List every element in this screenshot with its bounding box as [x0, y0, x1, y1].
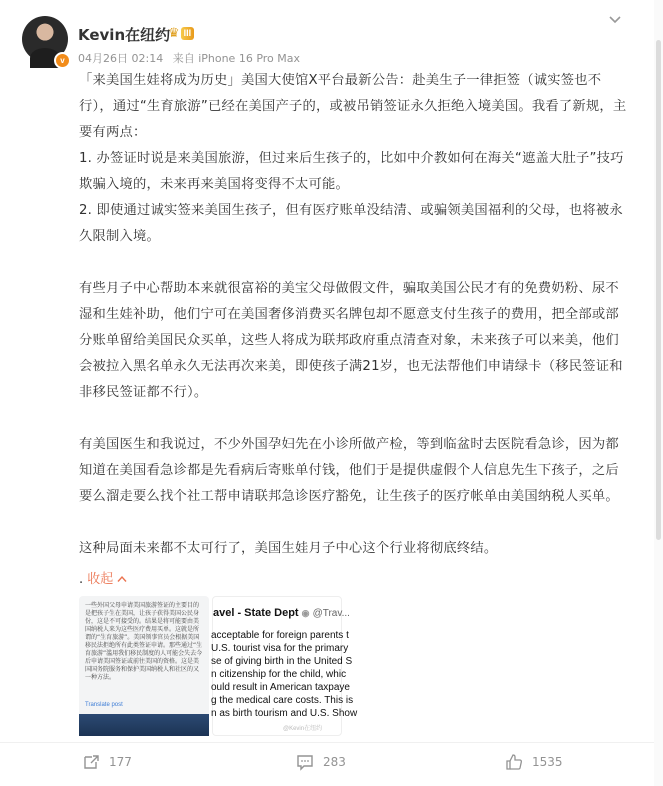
tweet-handle: @Trav...: [312, 608, 350, 619]
image-band: [79, 714, 209, 736]
repost-icon: [82, 753, 100, 771]
vip-level: III: [181, 27, 195, 40]
paragraph: 「来美国生娃将成为历史」美国大使馆X平台最新公告：赴美生子一律拒签（诚实签也不行），通过“生育旅游”已经在美国产子的，或被吊销签证永久拒绝入境美国。我看了新规，主要有两点：: [79, 73, 627, 140]
paragraph: 1. 办签证时说是来美国旅游，但过来后生孩子的，比如中介教如何在海关“遮盖大肚子”技巧欺骗入境的，未来再来美国将变得不太可能。: [79, 151, 624, 192]
post-content: [79, 68, 627, 562]
tweet-line: acceptable for foreign parents t: [211, 630, 349, 641]
action-divider: [0, 742, 663, 743]
post-date[interactable]: 04月26日 02:14: [78, 52, 164, 65]
tweet-line: U.S. tourist visa for the primary: [211, 643, 349, 654]
tweet-body: [211, 629, 361, 720]
image-watermark: @Kevin在纽约: [283, 726, 323, 732]
tweet-header: [213, 607, 413, 619]
paragraph: 2. 即使通过诚实签来美国生孩子，但有医疗账单没结清、或骗领美国福利的父母，也将被永久限制入境。: [79, 203, 623, 244]
paragraph: 有些月子中心帮助本来就很富裕的美宝父母做假文件，骗取美国公民才有的免费奶粉、尿不湿和生娃补助，他们宁可在美国奢侈消费买名牌包却不愿意支付生孩子的费用，把全部或部分账单留给美国民众买单，这些人将成为联邦政府重点清查对象，未来孩子可以来美，他们会被拉入黑名单永久无法再次来美，即使孩子满21岁，也无法帮他们申请绿卡（移民签证和非移民签证都不行）。: [79, 281, 623, 400]
tweet-title: avel - State Dept: [213, 607, 299, 619]
post-image-2[interactable]: [211, 596, 358, 736]
repost-count: 177: [109, 755, 132, 769]
collapse-prefix: .: [79, 572, 84, 587]
translate-link: Translate post: [85, 702, 123, 708]
post-meta: [78, 50, 306, 66]
paragraph: 有美国医生和我说过，不少外国孕妇先在小诊所做产检，等到临盆时去医院看急诊，因为都知道在美国看急诊都是先看病后寄账单付钱，他们于是提供虚假个人信息先生下孩子，之后要么溜走要么找个社工帮申请联邦急诊医疗豁免，让生孩子的医疗帐单由美国纳税人买单。: [79, 437, 619, 504]
vip-badge[interactable]: [168, 25, 194, 41]
thumbs-up-icon: [505, 753, 523, 771]
chevron-down-icon: [608, 13, 622, 27]
like-button[interactable]: [505, 752, 563, 772]
post-source: 来自 iPhone 16 Pro Max: [172, 52, 301, 65]
comment-icon: [296, 753, 314, 771]
paragraph: 这种局面未来都不太可行了，美国生娃月子中心这个行业将彻底终结。: [79, 541, 498, 556]
collapse-link[interactable]: [79, 568, 127, 587]
chevron-up-icon: [117, 575, 127, 583]
comment-button[interactable]: [296, 752, 346, 772]
like-count: 1535: [532, 755, 563, 769]
post-image-1[interactable]: [79, 596, 209, 736]
verified-badge-icon: v: [54, 52, 71, 69]
tweet-line: se of giving birth in the United S: [211, 656, 353, 667]
more-button[interactable]: [603, 8, 627, 32]
tweet-line: ould result in American taxpaye: [211, 682, 350, 693]
collapse-label: 收起: [87, 572, 114, 587]
tweet-line: n citizenship for the child, whic: [211, 669, 347, 680]
repost-button[interactable]: [82, 752, 132, 772]
author-name[interactable]: Kevin在纽约: [78, 26, 171, 44]
comment-count: 283: [323, 755, 346, 769]
tweet-line: n as birth tourism and U.S. Show: [211, 708, 358, 719]
verified-icon: ◉: [301, 608, 310, 618]
tweet-line: g the medical care costs. This is: [211, 695, 354, 706]
scrollbar-thumb[interactable]: [656, 40, 661, 540]
crown-icon: ♛: [168, 25, 180, 40]
image-text: 一些外国父母申请美国旅游签证的主要目的是把孩子生在美国，让孩子获得美国公民身份，这是不可接受的。结果是将可能要由美国纳税人来为这些医疗费用买单。这就是所谓的“生育旅游”。美国领事官员会根据美国移民法拒绝所有此类签证申请。那些通过“生育旅游”滥用我们移民制度的人可能会失去今后申请美国签证或前往美国的资格。这是美国国务院服务和保护美国纳税人和社区的又一种方法。: [85, 602, 203, 681]
